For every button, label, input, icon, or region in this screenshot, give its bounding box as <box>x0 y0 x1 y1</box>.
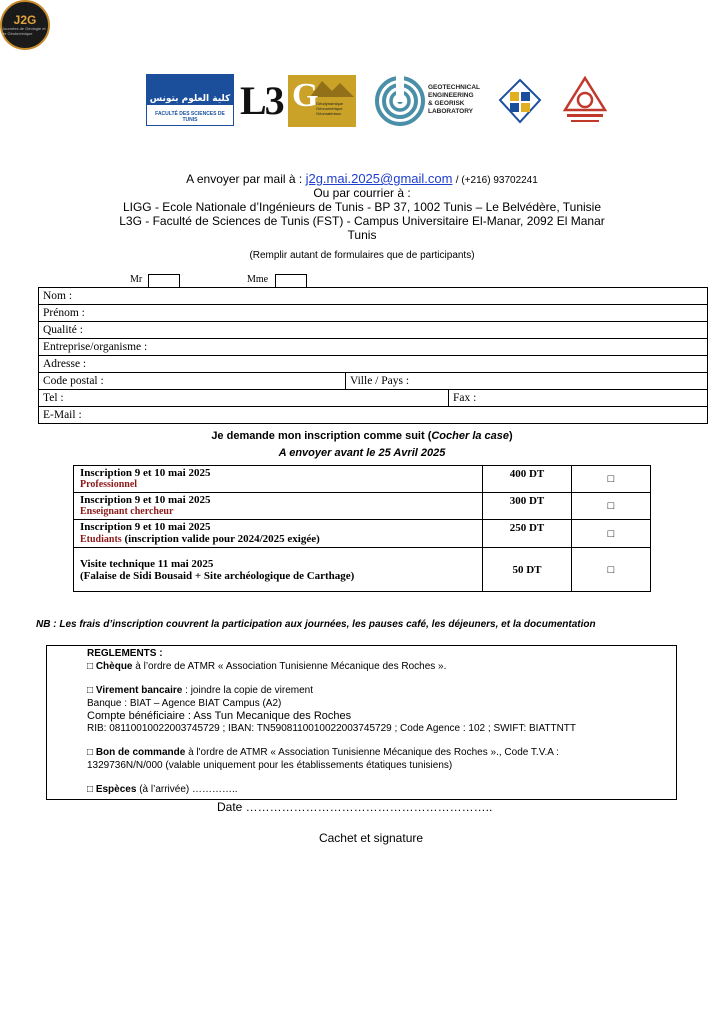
fee-category-extra: (inscription valide pour 2024/2025 exigée) <box>121 533 320 545</box>
concentric-circles-icon <box>372 76 428 126</box>
especes-text: (à l’arrivée) ………….. <box>136 784 238 795</box>
nom-field[interactable]: Nom : <box>39 288 708 305</box>
geo-line-4: LABORATORY <box>428 108 474 115</box>
entreprise-field[interactable]: Entreprise/organisme : <box>39 339 708 356</box>
heading-part-a: Je demande mon inscription comme suit ( <box>211 430 432 442</box>
l3g-logo-gold <box>288 75 356 127</box>
virement-text: : joindre la copie de virement <box>182 685 313 696</box>
identity-form <box>38 287 708 424</box>
fee-description <box>74 493 483 520</box>
fee-title: Visite technique 11 mai 2025 <box>80 557 214 570</box>
cachet-signature: Cachet et signature <box>318 831 424 845</box>
cheque-option <box>87 661 636 674</box>
date-line[interactable]: Date …………………………………………………….. <box>217 800 493 814</box>
reglements-box <box>46 645 677 800</box>
banque-line: Banque : BIAT – Agence BIAT Campus (A2) <box>87 697 282 709</box>
prenom-field[interactable]: Prénom : <box>39 305 708 322</box>
fst-logo-latin: FACULTÉ DES SCIENCES DE TUNIS <box>155 111 225 123</box>
ville-pays-field[interactable]: Ville / Pays : <box>346 373 708 390</box>
fst-logo-banner <box>147 75 233 105</box>
fee-checkbox[interactable]: □ <box>572 520 651 548</box>
fee-checkbox[interactable]: □ <box>572 493 651 520</box>
heading-part-c: ) <box>509 430 513 442</box>
deadline-text: A envoyer avant le 25 Avril 2025 <box>278 447 446 459</box>
bon-option <box>87 747 636 760</box>
l3g-logo-l3: L3 <box>240 78 283 123</box>
especes-label: Espèces <box>95 784 137 795</box>
j2g-logo <box>0 0 50 50</box>
fee-row <box>74 520 651 548</box>
l3g-logo <box>240 75 356 127</box>
especes-checkbox[interactable]: □ <box>87 784 94 795</box>
heading-part-b: Cocher la case <box>431 430 510 442</box>
fee-category: Etudiants <box>80 534 122 545</box>
qualite-field[interactable]: Qualité : <box>39 322 708 339</box>
fee-row <box>74 466 651 493</box>
address-line-1: LIGG - Ecole Nationale d’Ingénieurs de Tunis - BP 37, 1002 Tunis – Le Belvédère, Tunisie <box>122 200 602 214</box>
tel-field[interactable]: Tel : <box>39 390 449 407</box>
fee-amount: 300 DT <box>483 493 572 520</box>
address-line-3: Tunis <box>347 228 377 242</box>
code-postal-field[interactable]: Code postal : <box>39 373 346 390</box>
geotechnical-lab-logo <box>372 76 488 126</box>
contact-prefix: A envoyer par mail à : <box>186 172 303 186</box>
fees-table <box>73 465 651 592</box>
email-link[interactable]: j2g.mai.2025@gmail.com <box>305 171 453 186</box>
fee-title: Inscription 9 et 10 mai 2025 <box>80 467 211 479</box>
utm-emblem-icon <box>559 76 611 126</box>
fee-amount: 50 DT <box>483 548 572 592</box>
fee-amount: 250 DT <box>483 520 572 548</box>
fee-row <box>74 493 651 520</box>
or-mail-line: Ou par courrier à : <box>313 186 411 200</box>
reglements-title: REGLEMENTS : <box>87 648 163 659</box>
virement-option <box>87 685 636 698</box>
fst-logo <box>146 74 234 126</box>
nb-note: NB : Les frais d’inscription couvrent la participation aux journées, les pauses café, les déjeuners, et la documentation <box>36 619 596 630</box>
fee-title: Inscription 9 et 10 mai 2025 <box>80 494 211 506</box>
cheque-label: Chèque <box>95 660 133 672</box>
mme-label: Mme <box>247 274 269 285</box>
fee-description <box>74 466 483 493</box>
mme-checkbox[interactable] <box>275 274 307 288</box>
utm-logo <box>559 76 611 126</box>
fax-field[interactable]: Fax : <box>449 390 708 407</box>
especes-option <box>87 784 636 797</box>
fee-checkbox[interactable]: □ <box>572 548 651 592</box>
fee-title: Inscription 9 et 10 mai 2025 <box>80 521 211 533</box>
l3g-logo-sub: Géodynamique Géonumérique Géomatériaux <box>316 101 344 116</box>
fee-row <box>74 548 651 592</box>
l3g-logo-g: G <box>292 77 319 114</box>
virement-checkbox[interactable]: □ <box>87 685 94 696</box>
j2g-logo-text: J2G <box>13 13 37 27</box>
address-line-2: L3G - Faculté de Sciences de Tunis (FST) - Campus Universitaire El-Manar, 2092 El Manar <box>119 214 605 228</box>
geo-line-2: ENGINEERING <box>428 92 474 99</box>
ligg-emblem-icon <box>496 76 544 126</box>
adresse-field[interactable]: Adresse : <box>39 356 708 373</box>
participants-note: (Remplir autant de formulaires que de participants) <box>249 250 475 261</box>
fee-amount: 400 DT <box>483 466 572 493</box>
bon-text-2: 1329736N/N/000 (valable uniquement pour les établissements étatiques tunisiens) <box>87 759 453 771</box>
bon-text: à l'ordre de ATMR « Association Tunisienne Mécanique des Roches »., Code T.V.A : <box>185 747 559 758</box>
geo-line-1: GEOTECHNICAL <box>428 84 480 91</box>
mr-label: Mr <box>130 274 143 285</box>
beneficiaire-line: Compte bénéficiaire : Ass Tun Mecanique des Roches <box>87 710 352 722</box>
contact-phone: / (+216) 93702241 <box>455 175 538 186</box>
fst-logo-arabic: كلية العلوم بتونس <box>149 94 231 104</box>
inscription-heading <box>0 430 724 442</box>
mr-checkbox[interactable] <box>148 274 180 288</box>
fee-description <box>74 548 483 592</box>
rib-line: RIB: 08110010022003745729 ; IBAN: TN5908110010022003745729 ; Code Agence : 102 ; SWIFT: BIATTNTT <box>87 722 577 734</box>
cheque-text: à l’ordre de ATMR « Association Tunisienne Mécanique des Roches ». <box>132 660 447 672</box>
fee-category: Enseignant chercheur <box>80 506 174 517</box>
email-field[interactable]: E-Mail : <box>39 407 708 424</box>
virement-label: Virement bancaire <box>95 685 183 696</box>
fee-details: (Falaise de Sidi Bousaid + Site archéologique de Carthage) <box>80 569 355 582</box>
j2g-logo-sub: Journées de Géologie et de Géotechnique <box>2 26 46 36</box>
fee-description <box>74 520 483 548</box>
geotechnical-lab-text <box>428 84 488 116</box>
bon-label: Bon de commande <box>95 747 186 758</box>
bon-checkbox[interactable]: □ <box>87 747 94 758</box>
ligg-logo <box>496 76 544 126</box>
fee-category: Professionnel <box>80 479 138 490</box>
cheque-checkbox[interactable]: □ <box>87 660 94 672</box>
geo-line-3: & GEORISK <box>428 100 465 107</box>
fee-checkbox[interactable]: □ <box>572 466 651 493</box>
